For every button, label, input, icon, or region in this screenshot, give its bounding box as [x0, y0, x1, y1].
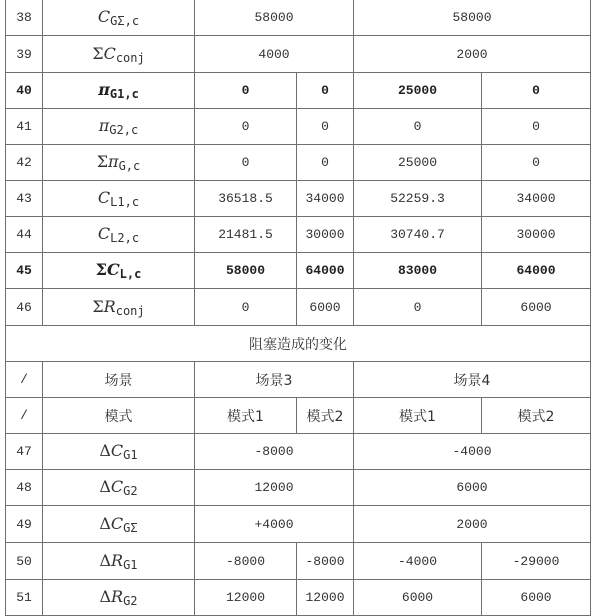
mode-header: 模式2: [482, 398, 591, 434]
value-cell: 21481.5: [195, 217, 297, 253]
value-cell: 0: [354, 109, 482, 145]
row-number: 43: [6, 181, 43, 217]
value-cell: 25000: [354, 73, 482, 109]
table-row: [6, 543, 591, 580]
section-title: 阻塞造成的变化: [6, 326, 591, 362]
symbol-prefix: Δ: [99, 441, 111, 460]
symbol-subscript: GΣ,c: [110, 14, 140, 28]
symbol-prefix: Σ: [96, 152, 109, 171]
variable-symbol: [43, 253, 195, 289]
value-cell: 0: [482, 73, 591, 109]
table-row: [6, 109, 591, 145]
symbol-subscript: G2,c: [109, 123, 139, 137]
symbol-subscript: G1: [123, 448, 138, 462]
symbol-main: π: [108, 152, 119, 171]
row-number: 48: [6, 470, 43, 506]
symbol-main: C: [106, 260, 120, 279]
row-number: 38: [6, 0, 43, 36]
row-number: /: [6, 362, 43, 398]
symbol-main: C: [103, 43, 116, 63]
symbol-subscript: G1,c: [109, 87, 139, 101]
symbol-main: C: [97, 7, 111, 26]
variable-symbol: [43, 506, 195, 543]
variable-symbol: [43, 73, 195, 109]
variable-symbol: [43, 470, 195, 506]
value-cell: 64000: [297, 253, 354, 289]
row-number: 46: [6, 289, 43, 326]
mode-header: 模式1: [354, 398, 482, 434]
symbol-prefix: Σ: [92, 296, 104, 316]
value-cell: -8000: [195, 434, 354, 470]
value-cell: 0: [482, 145, 591, 181]
value-cell: -4000: [354, 434, 591, 470]
value-cell: 6000: [482, 289, 591, 326]
table-body-bottom: [6, 434, 591, 616]
variable-symbol: [43, 36, 195, 73]
symbol-main: C: [110, 441, 124, 460]
table-row: [6, 506, 591, 543]
row-number: 41: [6, 109, 43, 145]
symbol-subscript: conj: [115, 303, 145, 318]
scene-label: 场景: [43, 362, 195, 398]
variable-symbol: [43, 217, 195, 253]
variable-symbol: [43, 181, 195, 217]
table-row: [6, 253, 591, 289]
value-cell: 58000: [195, 0, 354, 36]
variable-symbol: [43, 543, 195, 580]
results-table: [5, 0, 591, 616]
variable-symbol: [43, 0, 195, 36]
value-cell: 2000: [354, 36, 591, 73]
symbol-main: π: [98, 116, 110, 135]
value-cell: 34000: [297, 181, 354, 217]
value-cell: 12000: [195, 580, 297, 616]
value-cell: 6000: [354, 470, 591, 506]
value-cell: 0: [297, 73, 354, 109]
symbol-main: π: [98, 80, 110, 99]
variable-symbol: [43, 109, 195, 145]
value-cell: 4000: [195, 36, 354, 73]
row-number: 40: [6, 73, 43, 109]
value-cell: 0: [482, 109, 591, 145]
value-cell: 52259.3: [354, 181, 482, 217]
variable-symbol: [43, 145, 195, 181]
table-row: [6, 145, 591, 181]
value-cell: 0: [297, 109, 354, 145]
value-cell: 34000: [482, 181, 591, 217]
row-number: 45: [6, 253, 43, 289]
value-cell: 6000: [482, 580, 591, 616]
table-row: [6, 580, 591, 616]
value-cell: 0: [195, 73, 297, 109]
section-title-row: [6, 326, 591, 362]
scene4-header: 场景4: [354, 362, 591, 398]
symbol-subscript: G2: [123, 594, 138, 608]
table-row: [6, 434, 591, 470]
table-body-top: [6, 0, 591, 326]
mode-header-row: [6, 398, 591, 434]
symbol-subscript: GΣ: [123, 520, 138, 535]
mode-label: 模式: [43, 398, 195, 434]
value-cell: 0: [195, 145, 297, 181]
symbol-subscript: G1: [123, 557, 138, 572]
value-cell: 2000: [354, 506, 591, 543]
table-row: [6, 36, 591, 73]
symbol-main: C: [110, 477, 124, 496]
row-number: 51: [6, 580, 43, 616]
symbol-prefix: Σ: [95, 260, 107, 279]
value-cell: -29000: [482, 543, 591, 580]
symbol-main: C: [97, 188, 111, 207]
table-row: [6, 470, 591, 506]
value-cell: 0: [195, 289, 297, 326]
value-cell: 58000: [354, 0, 591, 36]
table-row: [6, 73, 591, 109]
symbol-prefix: Σ: [92, 43, 104, 63]
table-row: [6, 289, 591, 326]
value-cell: 30740.7: [354, 217, 482, 253]
row-number: 39: [6, 36, 43, 73]
value-cell: 0: [297, 145, 354, 181]
value-cell: 0: [195, 109, 297, 145]
table-row: [6, 0, 591, 36]
value-cell: 25000: [354, 145, 482, 181]
value-cell: 12000: [297, 580, 354, 616]
symbol-main: R: [111, 587, 124, 606]
row-number: 42: [6, 145, 43, 181]
symbol-subscript: L1,c: [110, 195, 140, 209]
variable-symbol: [43, 580, 195, 616]
value-cell: -4000: [354, 543, 482, 580]
value-cell: 64000: [482, 253, 591, 289]
symbol-subscript: G,c: [118, 159, 141, 173]
table-body-middle: [6, 326, 591, 434]
symbol-main: C: [110, 513, 124, 533]
value-cell: 58000: [195, 253, 297, 289]
symbol-prefix: Δ: [99, 513, 111, 533]
value-cell: 0: [354, 289, 482, 326]
value-cell: 30000: [482, 217, 591, 253]
mode-header: 模式1: [195, 398, 297, 434]
value-cell: -8000: [195, 543, 297, 580]
variable-symbol: [43, 289, 195, 326]
value-cell: 12000: [195, 470, 354, 506]
symbol-subscript: L,c: [119, 267, 142, 281]
value-cell: 30000: [297, 217, 354, 253]
symbol-prefix: Δ: [99, 550, 112, 570]
value-cell: 36518.5: [195, 181, 297, 217]
symbol-prefix: Δ: [99, 587, 112, 606]
scene-header-row: [6, 362, 591, 398]
variable-symbol: [43, 434, 195, 470]
row-number: 50: [6, 543, 43, 580]
value-cell: 83000: [354, 253, 482, 289]
symbol-main: C: [97, 224, 111, 243]
table-row: [6, 181, 591, 217]
value-cell: 6000: [297, 289, 354, 326]
value-cell: +4000: [195, 506, 354, 543]
symbol-main: R: [103, 296, 116, 316]
table-row: [6, 217, 591, 253]
value-cell: 6000: [354, 580, 482, 616]
symbol-main: R: [111, 550, 124, 570]
mode-header: 模式2: [297, 398, 354, 434]
symbol-subscript: G2: [123, 484, 138, 498]
value-cell: -8000: [297, 543, 354, 580]
row-number: 47: [6, 434, 43, 470]
symbol-subscript: conj: [115, 50, 145, 65]
row-number: 49: [6, 506, 43, 543]
scene3-header: 场景3: [195, 362, 354, 398]
row-number: /: [6, 398, 43, 434]
symbol-prefix: Δ: [99, 477, 111, 496]
row-number: 44: [6, 217, 43, 253]
symbol-subscript: L2,c: [110, 231, 140, 245]
